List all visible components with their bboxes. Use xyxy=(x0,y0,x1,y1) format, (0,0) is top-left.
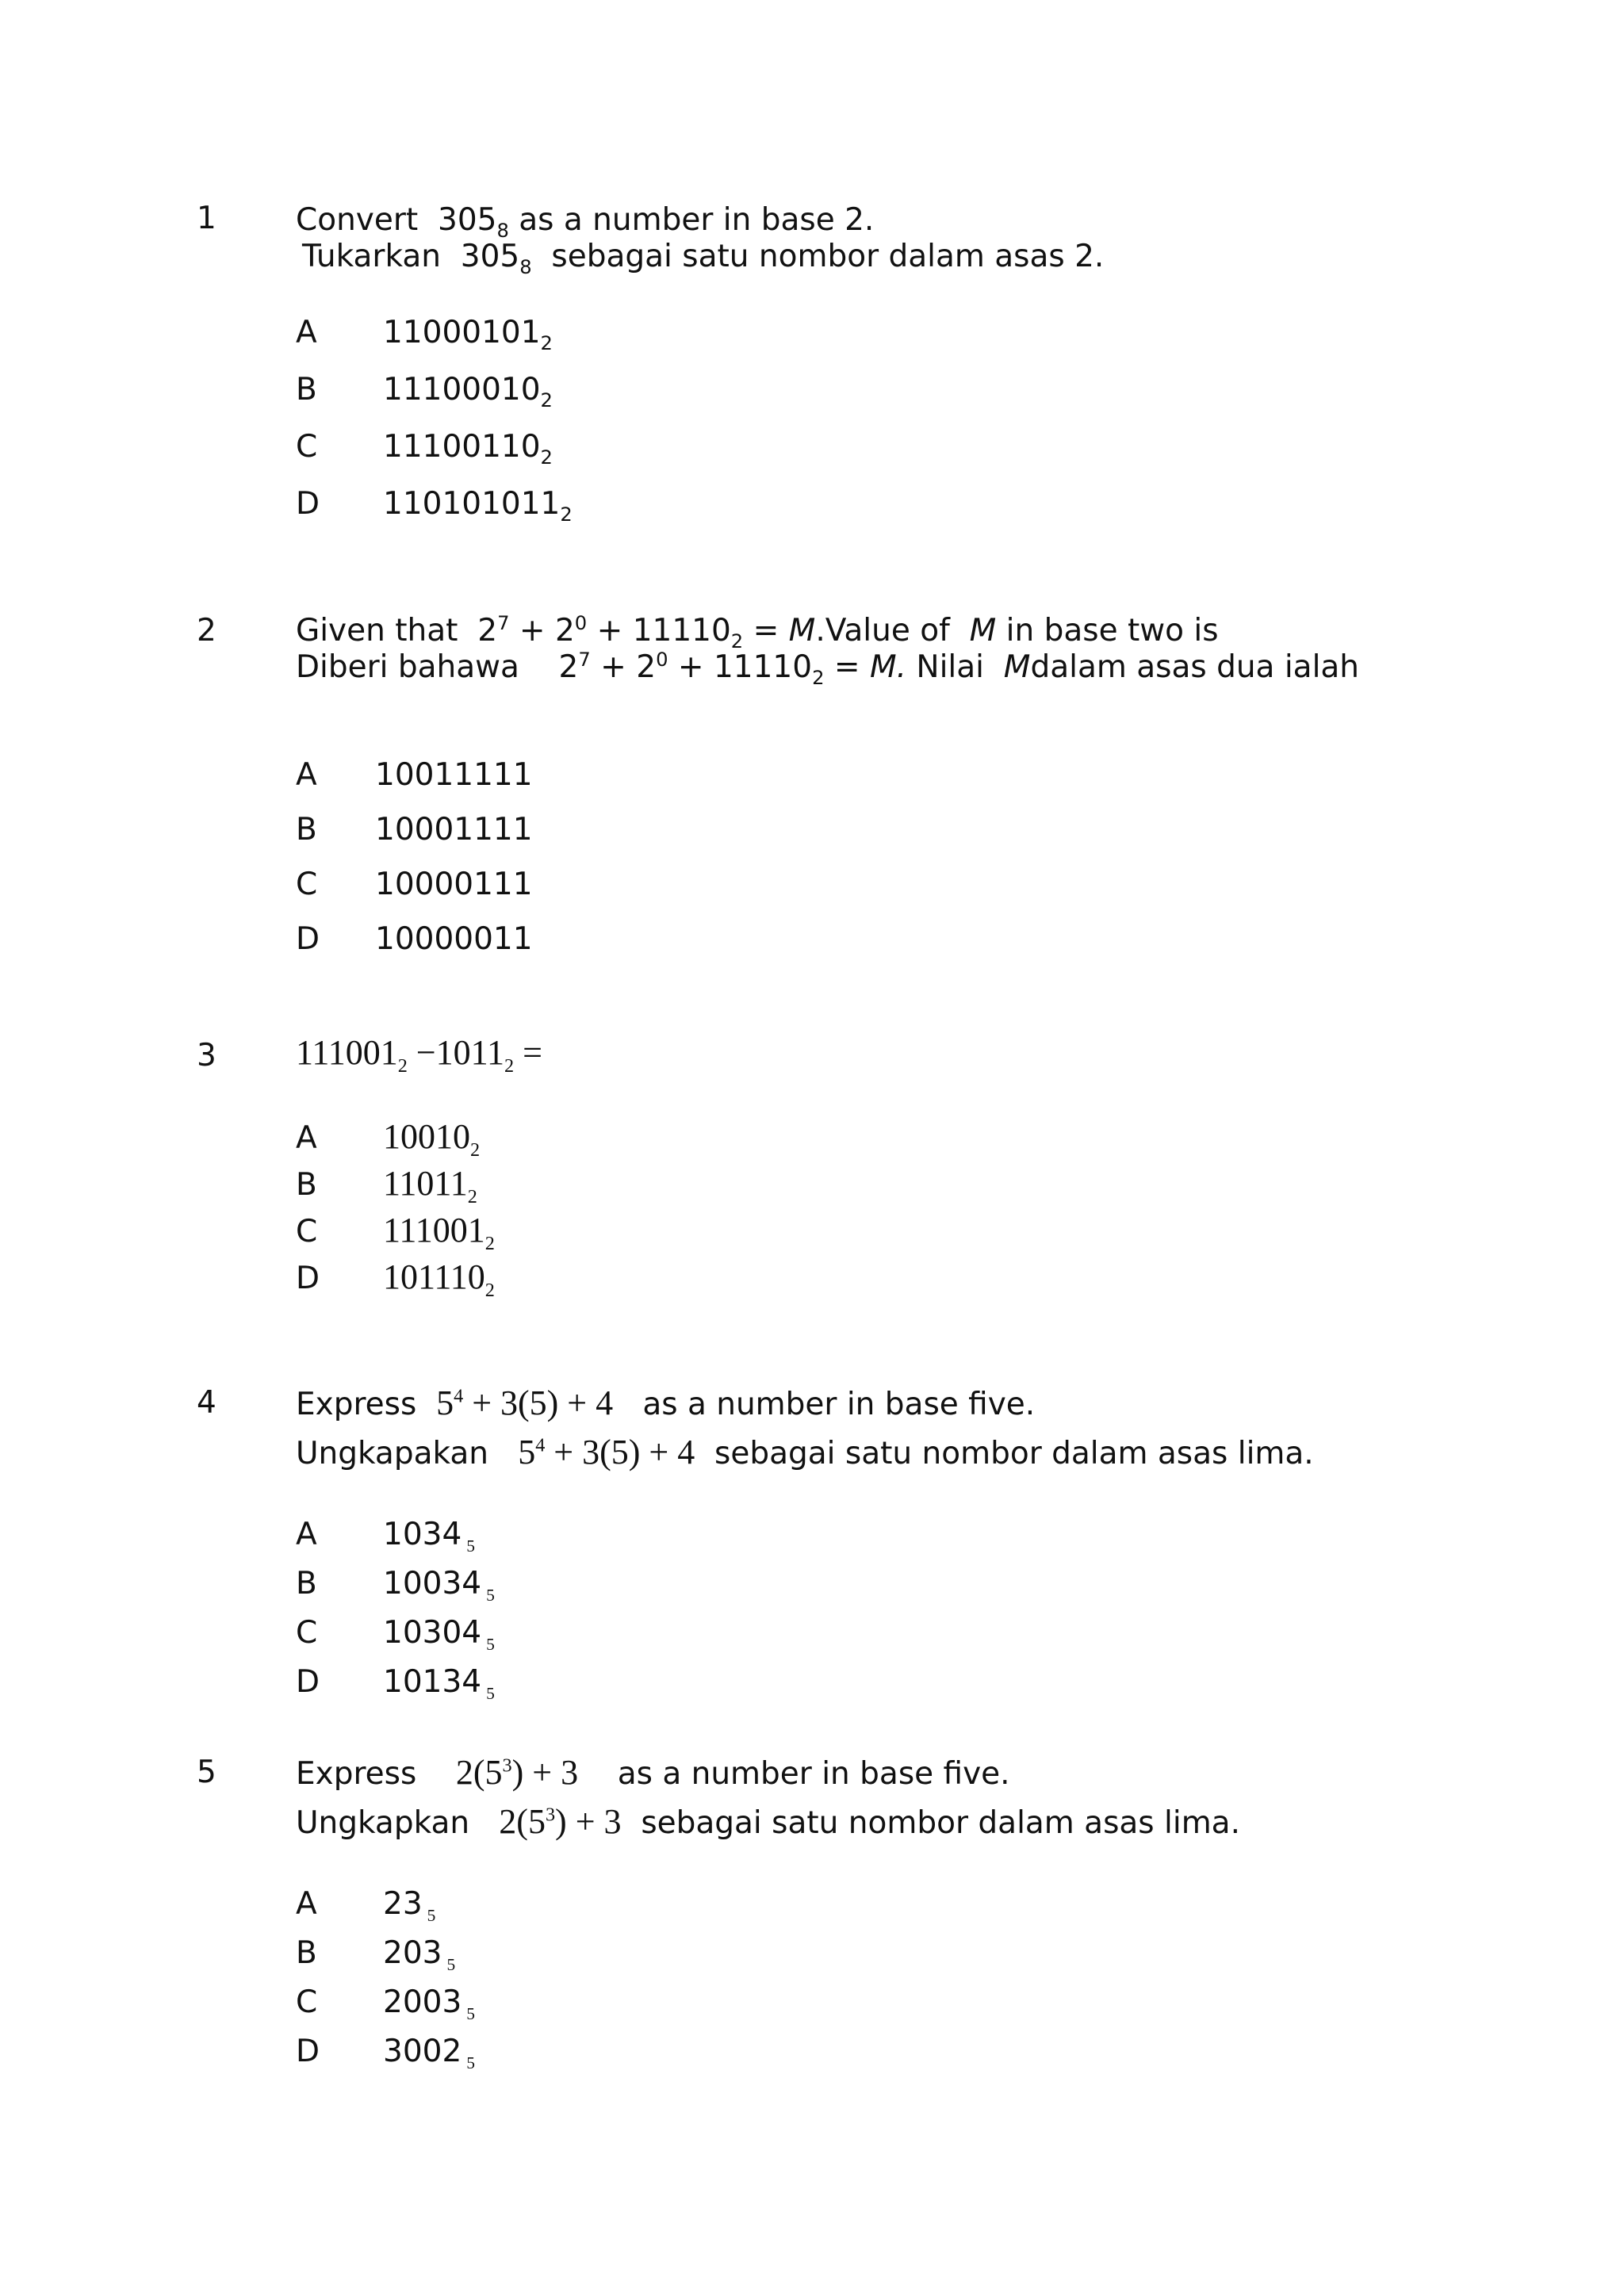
option-letter: D xyxy=(296,1664,320,1700)
option-c[interactable] xyxy=(296,428,553,469)
math-expression: $2(5^3) + 3$ xyxy=(499,1802,622,1841)
option-c[interactable] xyxy=(296,1614,495,1652)
exponent: 0 xyxy=(656,649,668,671)
text: + xyxy=(677,649,704,685)
text: sebagai satu nombor dalam asas 2. xyxy=(551,239,1105,274)
option-value: 3002 $_5$ xyxy=(383,2034,475,2072)
option-b[interactable] xyxy=(296,1565,495,1603)
option-value: $110101011_2$ xyxy=(383,486,573,526)
text: Express xyxy=(296,1756,417,1792)
text: as a number in base five. xyxy=(617,1756,1010,1792)
base-subscript: 2 xyxy=(504,1054,515,1077)
variable: M xyxy=(788,613,816,649)
option-b[interactable] xyxy=(296,371,553,409)
text: Ungkapakan xyxy=(296,1436,488,1471)
question-number: 1 xyxy=(197,201,216,236)
option-d[interactable] xyxy=(296,1663,495,1701)
text: = xyxy=(753,613,779,649)
text: 2 xyxy=(477,613,498,649)
text: sebagai satu nombor dalam asas lima. xyxy=(641,1805,1240,1841)
option-letter: D xyxy=(296,1261,320,1296)
option-letter: B xyxy=(296,1935,317,1971)
option-letter: C xyxy=(296,1214,318,1249)
option-letter: D xyxy=(296,921,320,957)
question-number: 5 xyxy=(197,1755,216,1790)
question-text-ms xyxy=(296,1433,1314,1473)
option-a[interactable] xyxy=(296,1885,435,1923)
text: + xyxy=(519,613,546,649)
math-expression: $5^4 + 3(5) + 4$ xyxy=(436,1383,614,1422)
question-number: 2 xyxy=(197,613,216,649)
variable: M. xyxy=(869,649,906,685)
option-value: 10000011 xyxy=(375,921,533,957)
base-subscript: 8 xyxy=(496,219,509,242)
option-a[interactable] xyxy=(296,756,533,794)
question-text-ms xyxy=(302,238,1104,276)
option-letter: B xyxy=(296,1167,317,1203)
question-text-en xyxy=(296,201,875,242)
option-letter: C xyxy=(296,429,318,465)
option-d[interactable] xyxy=(296,920,533,959)
question-text-en xyxy=(296,1754,1010,1793)
text: dalam asas dua ialah xyxy=(1030,649,1360,685)
option-value: $10010_2$ xyxy=(383,1117,481,1161)
option-value: 10001111 xyxy=(375,812,533,848)
option-value: 10304 $_5$ xyxy=(383,1615,495,1654)
option-a[interactable] xyxy=(296,1117,481,1161)
question-text-en xyxy=(296,612,1219,650)
option-value: 10000111 xyxy=(375,867,533,902)
option-a[interactable] xyxy=(296,314,553,352)
option-value: $11000101_2$ xyxy=(383,315,553,354)
question-text-ms xyxy=(296,1803,1240,1843)
text: 2 xyxy=(636,649,657,685)
question-number: 3 xyxy=(197,1038,216,1073)
question-number: 4 xyxy=(197,1385,216,1421)
number-value: 305 xyxy=(460,239,520,274)
text: 2 xyxy=(558,649,579,685)
option-value: $101110_2$ xyxy=(383,1257,495,1301)
text: Express xyxy=(296,1387,417,1422)
option-b[interactable] xyxy=(296,1164,477,1207)
option-d[interactable] xyxy=(296,485,573,526)
option-letter: A xyxy=(296,1120,317,1156)
option-value: 203 $_5$ xyxy=(383,1935,456,1974)
option-letter: A xyxy=(296,757,317,793)
option-letter: C xyxy=(296,867,318,902)
text: + xyxy=(600,649,626,685)
number-value: 111001 xyxy=(296,1033,398,1072)
base-subscript: 8 xyxy=(519,255,532,278)
option-letter: C xyxy=(296,1984,318,2020)
option-letter: B xyxy=(296,1566,317,1601)
option-value: 1034 $_5$ xyxy=(383,1517,475,1556)
text: as a number in base five. xyxy=(642,1387,1036,1422)
number-value: 1011 xyxy=(435,1033,505,1072)
text: in base two is xyxy=(1005,613,1219,649)
option-a[interactable] xyxy=(296,1516,475,1554)
option-b[interactable] xyxy=(296,811,533,849)
option-letter: A xyxy=(296,1517,317,1552)
text: .Value of xyxy=(815,613,950,649)
exponent: 7 xyxy=(497,612,510,634)
text: = xyxy=(833,649,860,685)
option-letter: B xyxy=(296,372,317,408)
option-value: 10011111 xyxy=(375,757,533,793)
option-c[interactable] xyxy=(296,1984,475,2022)
exponent: 7 xyxy=(578,649,591,671)
number-value: 11110 xyxy=(713,649,813,685)
option-c[interactable] xyxy=(296,866,533,904)
option-d[interactable] xyxy=(296,1257,495,1301)
option-value: $11100110_2$ xyxy=(383,429,553,469)
math-expression: $5^4 + 3(5) + 4$ xyxy=(518,1433,695,1471)
base-subscript: 2 xyxy=(730,629,744,652)
option-letter: C xyxy=(296,1615,318,1651)
number-value: 11110 xyxy=(632,613,731,649)
variable: M xyxy=(969,613,997,649)
question-text-en xyxy=(296,1384,1035,1424)
option-letter: D xyxy=(296,2034,320,2069)
variable: M xyxy=(1003,649,1031,685)
option-value: 10134 $_5$ xyxy=(383,1664,495,1703)
text: as a number in base 2. xyxy=(519,202,875,238)
option-letter: A xyxy=(296,315,317,350)
number-value: 305 xyxy=(438,202,497,238)
text: Ungkapkan xyxy=(296,1805,470,1841)
option-value: 10034 $_5$ xyxy=(383,1566,495,1605)
operator: − xyxy=(416,1033,436,1072)
text: Given that xyxy=(296,613,458,649)
base-subscript: 2 xyxy=(812,666,825,689)
text: + xyxy=(596,613,623,649)
text: sebagai satu nombor dalam asas lima. xyxy=(714,1436,1314,1471)
option-letter: A xyxy=(296,1886,317,1922)
operator: = xyxy=(523,1033,542,1072)
option-b[interactable] xyxy=(296,1934,455,1973)
text: 2 xyxy=(554,613,575,649)
option-value: $111001_2$ xyxy=(383,1211,495,1254)
exponent: 0 xyxy=(574,612,588,634)
question-expression xyxy=(296,1033,542,1077)
option-letter: B xyxy=(296,812,317,848)
text: Tukarkan xyxy=(302,239,441,274)
math-expression: $2(5^3) + 3$ xyxy=(455,1753,579,1792)
option-value: 2003 $_5$ xyxy=(383,1984,475,2023)
option-d[interactable] xyxy=(296,2033,475,2071)
option-value: $11100010_2$ xyxy=(383,372,553,411)
option-letter: D xyxy=(296,486,320,522)
option-value: $11011_2$ xyxy=(383,1164,477,1207)
text: Nilai xyxy=(916,649,984,685)
base-subscript: 2 xyxy=(397,1054,408,1077)
option-c[interactable] xyxy=(296,1211,495,1254)
question-text-ms xyxy=(296,649,1359,687)
option-value: 23 $_5$ xyxy=(383,1886,436,1925)
text: Convert xyxy=(296,202,419,238)
text: Diberi bahawa xyxy=(296,649,519,685)
